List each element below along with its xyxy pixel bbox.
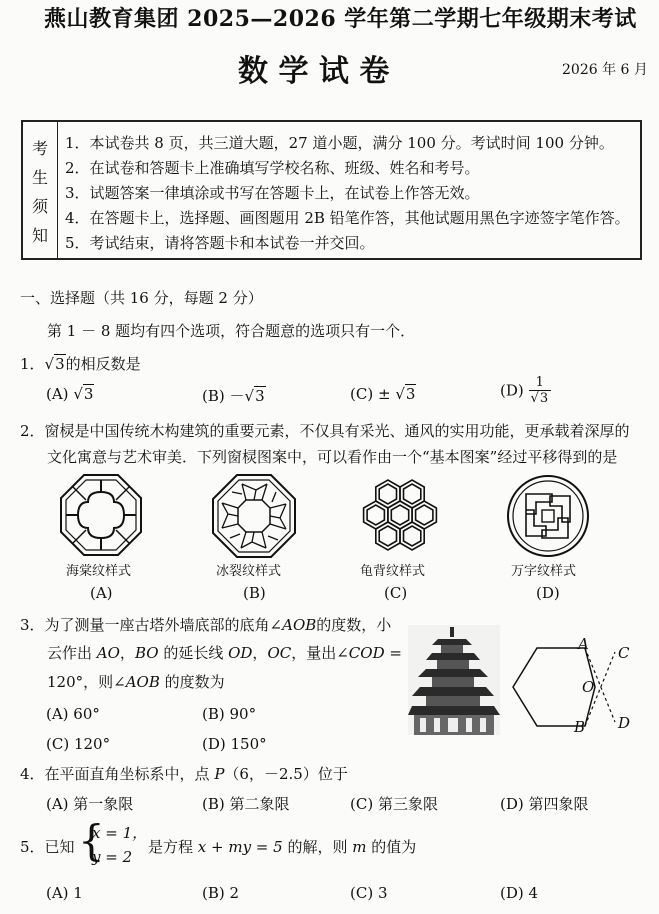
point-label-a: A <box>578 635 589 653</box>
window-pattern-d[interactable] <box>506 474 590 558</box>
notice-item: 4．在答题卡上，选择题、画图题用 2B 铅笔作答，其他试题用黑色字迹签字笔作答。 <box>65 209 630 227</box>
exam-date: 2026 年 6 月 <box>562 62 648 78</box>
option-b[interactable]: (B) 90° <box>202 705 257 723</box>
minus-sign: － <box>229 387 245 405</box>
option-letter: (A) <box>46 385 69 403</box>
plus-minus-sign: ± <box>377 385 391 403</box>
question-text: 的相反数是 <box>65 355 141 373</box>
pattern-caption: 冰裂纹样式 <box>216 564 282 579</box>
point-label-d: D <box>618 714 631 732</box>
numerator: 1 <box>529 375 552 391</box>
question-2-line: 2．窗棂是中国传统木构建筑的重要元素，不仅具有采光、通风的实用功能，更承载着深厚的 <box>20 422 630 440</box>
question-5-stem: 是方程 x + my = 5 的解，则 m 的值为 <box>148 838 417 856</box>
pattern-caption: 海棠纹样式 <box>66 564 132 579</box>
honeycomb-cell <box>391 505 408 525</box>
window-pattern-a[interactable] <box>60 474 142 556</box>
notice-label-char: 须 <box>32 197 49 216</box>
notice-label-cell <box>23 122 58 258</box>
notice-item: 1．本试卷共 8 页，共三道大题，27 道小题，满分 100 分。考试时间 100 分钟。 <box>65 134 614 152</box>
honeycomb-cell <box>404 526 421 546</box>
honeycomb-cell <box>379 526 396 546</box>
option-c[interactable]: (C) ± √3 <box>350 385 416 403</box>
option-letter: (B) <box>202 387 225 405</box>
system-equation-2: y = 2 <box>92 848 133 866</box>
pagoda-image <box>408 625 500 735</box>
option-a[interactable]: (A) √3 <box>46 385 94 403</box>
honeycomb-cell <box>379 484 396 504</box>
option-c[interactable]: (C) 第三象限 <box>350 795 438 813</box>
option-c[interactable]: (C) <box>384 584 408 602</box>
sqrt-expression: √3 <box>44 355 65 373</box>
option-letter: (D) <box>500 381 524 400</box>
pattern-caption: 万字纹样式 <box>511 564 577 579</box>
question-5-number: 5．已知 <box>20 838 75 856</box>
question-3-line: 3．为了测量一座古塔外墙底部的底角∠AOB的度数，小 <box>20 616 392 634</box>
option-d[interactable]: (D) 4 <box>500 884 539 902</box>
option-b[interactable]: (B) －√3 <box>202 387 265 405</box>
radicand: 3 <box>539 391 549 406</box>
option-b[interactable]: (B) 2 <box>202 884 240 902</box>
window-pattern-b[interactable] <box>212 474 296 558</box>
exam-paper-title: 数 学 试 卷 <box>238 54 390 89</box>
point-label-c: C <box>618 644 630 662</box>
exam-school-title: 燕山教育集团 2025—2026 学年第二学期七年级期末考试 <box>44 6 637 32</box>
question-2-line: 文化寓意与艺术审美．下列窗棂图案中，可以看作由一个“基本图案”经过平移得到的是 <box>47 448 618 466</box>
radicand: 3 <box>255 387 265 405</box>
option-d[interactable]: (D) 第四象限 <box>500 795 589 813</box>
question-1-stem <box>20 353 141 374</box>
option-a[interactable]: (A) 1 <box>46 884 83 902</box>
question-3-line: 120°，则∠AOB 的度数为 <box>47 673 225 691</box>
option-d[interactable]: (D) <box>536 584 560 602</box>
honeycomb-cell <box>416 505 433 525</box>
option-a[interactable]: (A) 60° <box>46 705 100 723</box>
option-d[interactable] <box>500 375 551 406</box>
option-d[interactable]: (D) 150° <box>202 735 267 753</box>
option-b[interactable]: (B) 第二象限 <box>202 795 290 813</box>
point-label-o: O <box>582 678 595 696</box>
option-letter: (C) <box>350 385 374 403</box>
equation-system-brace: { <box>78 816 105 865</box>
radicand: 3 <box>55 355 65 373</box>
fraction: $\frac{1}{√3}$ <box>529 375 552 406</box>
notice-item: 5．考试结束，请将答题卡和本试卷一并交回。 <box>65 234 375 252</box>
radicand: 3 <box>83 385 94 403</box>
option-c[interactable]: (C) 3 <box>350 884 388 902</box>
question-3-line: 云作出 AO，BO 的延长线 OD，OC，量出∠COD = <box>47 644 402 662</box>
honeycomb-cell <box>404 484 421 504</box>
section-intro: 第 1 － 8 题均有四个选项，符合题意的选项只有一个． <box>47 322 416 340</box>
notice-label-char: 考 <box>32 139 49 158</box>
system-equation-1: x = 1， <box>92 824 148 842</box>
radicand: 3 <box>405 385 416 403</box>
question-number: 1． <box>20 355 45 373</box>
notice-item: 3．试题答案一律填涂或书写在答题卡上，在试卷上作答无效。 <box>65 184 480 202</box>
option-a[interactable]: (A) 第一象限 <box>46 795 134 813</box>
window-pattern-c[interactable] <box>356 470 444 560</box>
question-4-stem: 4．在平面直角坐标系中，点 P（6，－2.5）位于 <box>20 765 348 783</box>
option-a[interactable]: (A) <box>90 584 113 602</box>
notice-item: 2．在试卷和答题卡上准确填写学校名称、班级、姓名和考号。 <box>65 159 480 177</box>
honeycomb-cell <box>367 505 384 525</box>
notice-box <box>21 120 642 260</box>
option-b[interactable]: (B) <box>243 584 266 602</box>
pattern-caption: 龟背纹样式 <box>360 564 426 579</box>
notice-label-char: 知 <box>32 226 49 245</box>
point-label-b: B <box>574 718 586 736</box>
option-c[interactable]: (C) 120° <box>46 735 111 753</box>
section-title: 一、选择题（共 16 分，每题 2 分） <box>20 289 263 307</box>
notice-label-char: 生 <box>32 168 49 187</box>
